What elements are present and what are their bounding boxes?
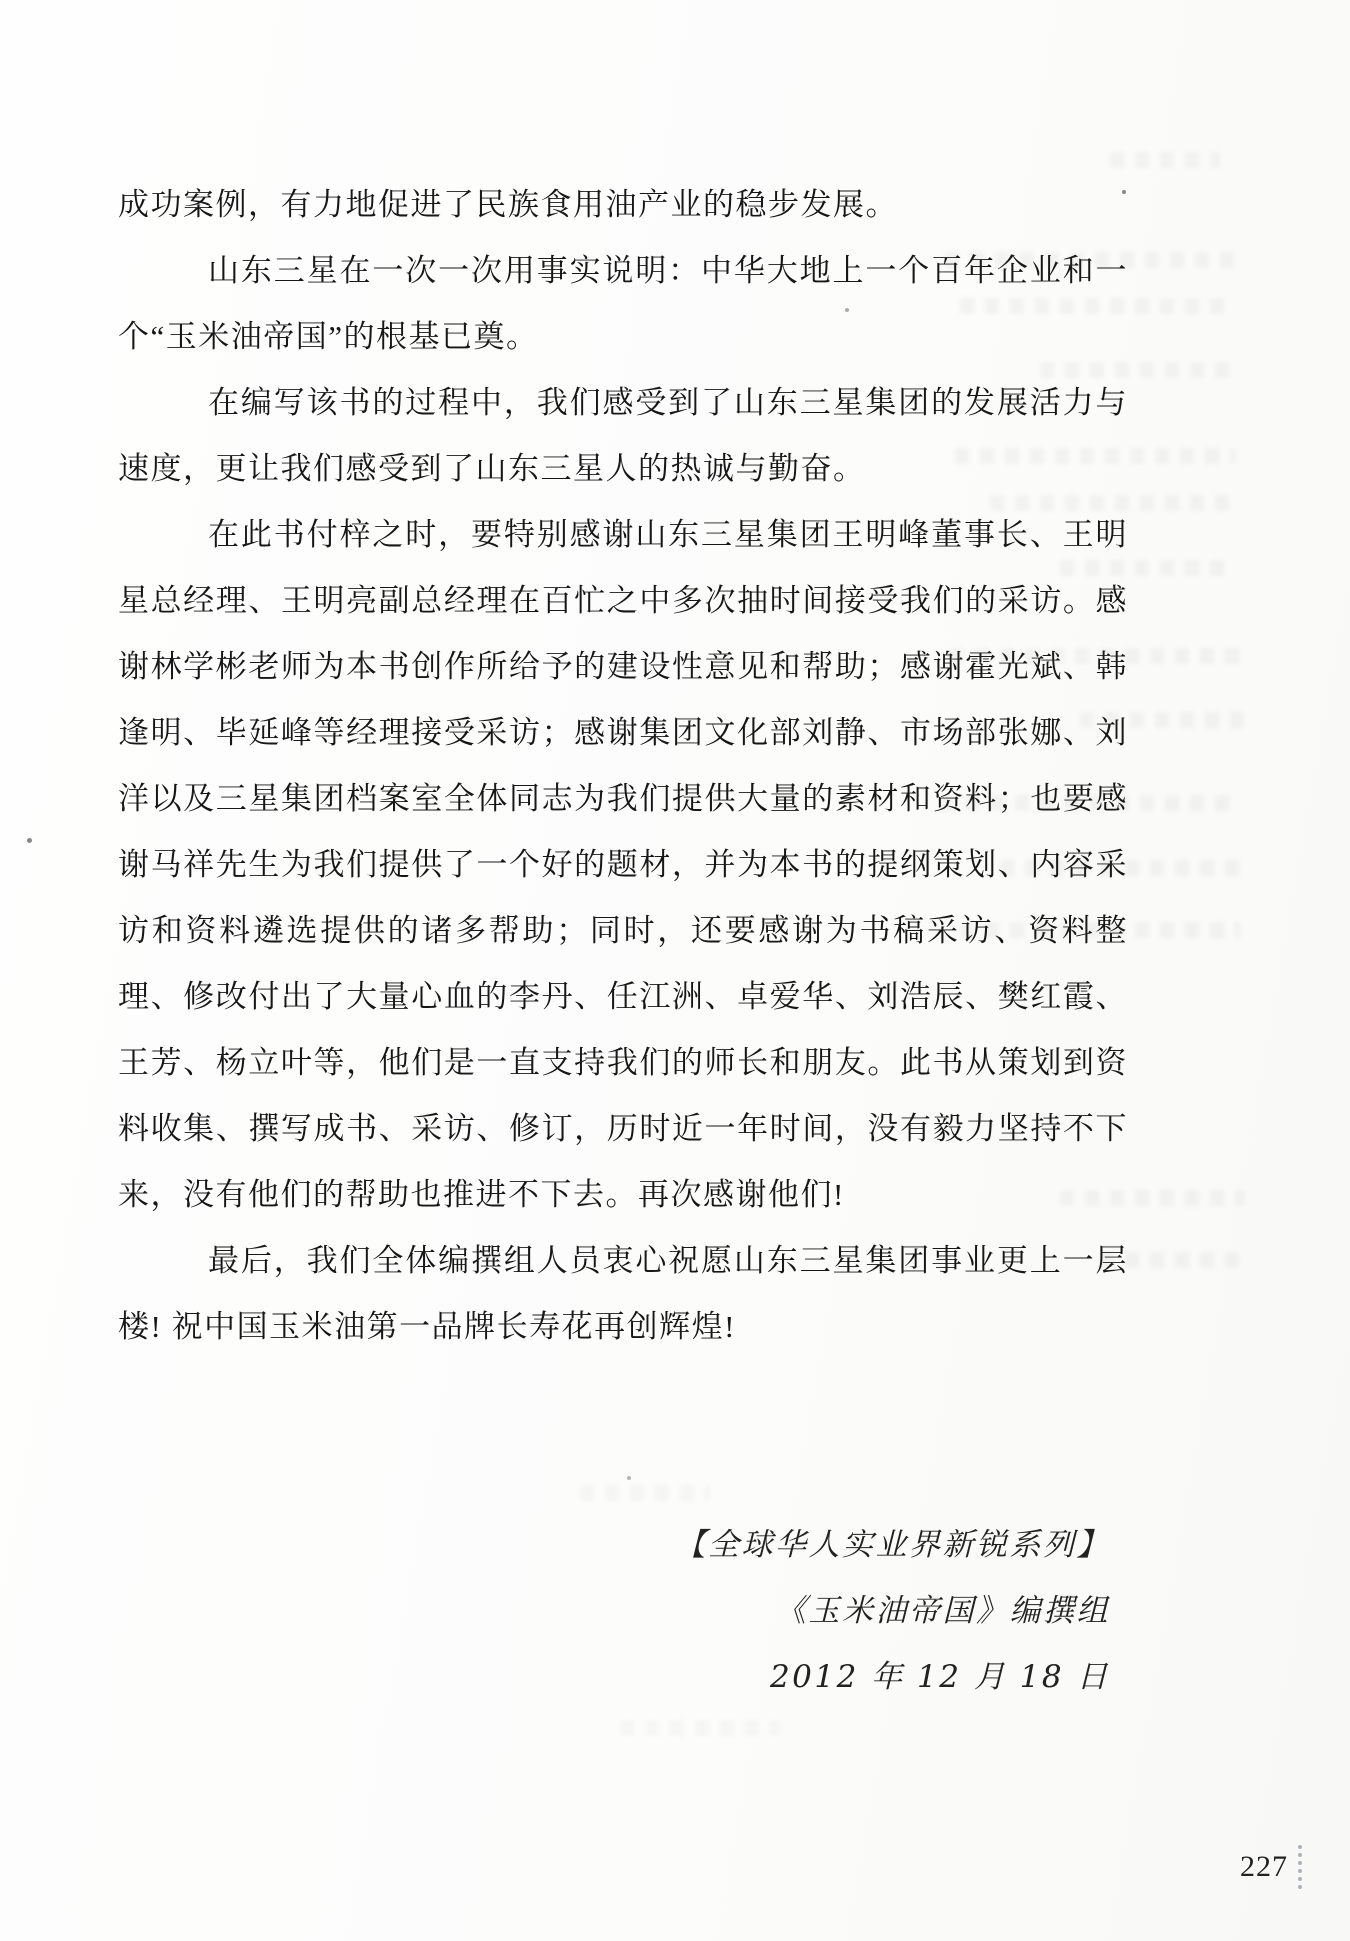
scan-speck [1122, 190, 1126, 194]
paragraph: 在编写该书的过程中，我们感受到了山东三星集团的发展活力与速度，更让我们感受到了山东三星人的热诚与勤奋。 [118, 385, 1128, 486]
page-number [1240, 1845, 1302, 1889]
bleedthrough-artifact [580, 1485, 710, 1501]
paragraph: 山东三星在一次一次用事实说明：中华大地上一个百年企业和一个“玉米油帝国”的根基已奠。 [118, 253, 1128, 354]
signature-block [675, 1512, 1111, 1710]
editorial-group: 《玉米油帝国》编撰组 [775, 1593, 1110, 1629]
paragraph: 最后，我们全体编撰组人员衷心祝愿山东三星集团事业更上一层楼! 祝中国玉米油第一品牌长寿花再创辉煌! [118, 1243, 1128, 1344]
paragraph-continuation: 成功案例，有力地促进了民族食用油产业的稳步发展。 [118, 187, 898, 222]
afterword-text [118, 172, 1128, 1360]
bleedthrough-artifact [1110, 152, 1220, 168]
page-number-text: 227 [1240, 1850, 1288, 1883]
series-title: 【全球华人实业界新锐系列】 [674, 1527, 1110, 1563]
bleedthrough-artifact [620, 1720, 780, 1736]
signature-date: 2012 年 12 月 18 日 [769, 1659, 1110, 1695]
scan-speck [627, 1476, 631, 1480]
scan-speck [845, 308, 849, 312]
page-number-rule [1298, 1845, 1302, 1889]
paragraph: 在此书付梓之时，要特别感谢山东三星集团王明峰董事长、王明星总经理、王明亮副总经理在百忙之中多次抽时间接受我们的采访。感谢林学彬老师为本书创作所给予的建设性意见和帮助；感谢霍光斌、韩逢明、毕延峰等经理接受采访；感谢集团文化部刘静、市场部张娜、刘洋以及三星集团档案室全体同志为我们提供大量的素材和资料；也要感谢马祥先生为我们提供了一个好的题材，并为本书的提纲策划、内容采访和资料遴选提供的诸多帮助；同时，还要感谢为书稿采访、资料整理、修改付出了大量心血的李丹、任江洲、卓爱华、刘浩辰、樊红霞、王芳、杨立叶等，他们是一直支持我们的师长和朋友。此书从策划到资料收集、撰写成书、采访、修订，历时近一年时间，没有毅力坚持不下来，没有他们的帮助也推进不下去。再次感谢他们! [118, 517, 1128, 1212]
scan-speck [27, 838, 32, 843]
